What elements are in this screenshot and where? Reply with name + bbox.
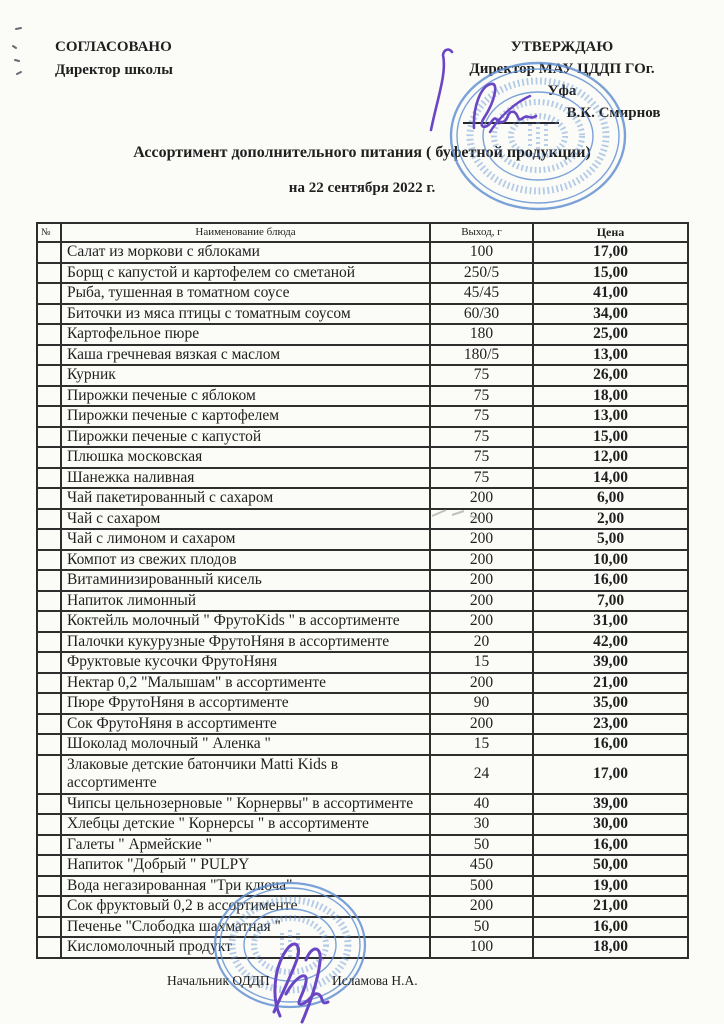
price-cell: 50,00 (533, 855, 688, 876)
price-cell: 21,00 (533, 896, 688, 917)
dish-name-cell: Напиток "Добрый " PULPY (61, 855, 430, 876)
row-number-cell (37, 427, 61, 448)
footer-position-label: Начальник ОДДП (167, 973, 270, 988)
table-row (37, 365, 688, 386)
row-number-cell (37, 714, 61, 735)
table-row (37, 529, 688, 550)
price-cell: 39,00 (533, 794, 688, 815)
table-row (37, 386, 688, 407)
output-cell: 75 (430, 447, 533, 468)
output-cell: 500 (430, 876, 533, 897)
output-cell: 75 (430, 365, 533, 386)
row-number-cell (37, 488, 61, 509)
price-cell: 13,00 (533, 345, 688, 366)
dish-name-cell: Чай пакетированный с сахаром (61, 488, 430, 509)
row-number-cell (37, 591, 61, 612)
dish-name-cell: Фруктовые кусочки ФрутоНяня (61, 652, 430, 673)
row-number-cell (37, 345, 61, 366)
table-row (37, 324, 688, 345)
table-row (37, 242, 688, 263)
header-price: Цена (533, 223, 688, 242)
price-cell: 41,00 (533, 283, 688, 304)
dish-name-cell: Шоколад молочный " Аленка " (61, 734, 430, 755)
output-cell: 200 (430, 896, 533, 917)
table-row (37, 468, 688, 489)
price-cell: 13,00 (533, 406, 688, 427)
dish-name-cell: Плюшка московская (61, 447, 430, 468)
approval-right-block (436, 36, 688, 124)
table-row (37, 570, 688, 591)
table-row (37, 427, 688, 448)
row-number-cell (37, 283, 61, 304)
output-cell: 90 (430, 693, 533, 714)
dish-name-cell: Каша гречневая вязкая с маслом (61, 345, 430, 366)
dish-name-cell: Сок ФрутоНяня в ассортименте (61, 714, 430, 735)
output-cell: 24 (430, 755, 533, 794)
price-cell: 39,00 (533, 652, 688, 673)
output-cell: 15 (430, 734, 533, 755)
dish-name-cell: Борщ с капустой и картофелем со сметаной (61, 263, 430, 284)
dish-name-cell: Сок фруктовый 0,2 в ассортименте (61, 896, 430, 917)
output-cell: 15 (430, 652, 533, 673)
row-number-cell (37, 632, 61, 653)
signature-line (463, 108, 559, 124)
output-cell: 100 (430, 242, 533, 263)
row-number-cell (37, 386, 61, 407)
table-row (37, 673, 688, 694)
output-cell: 180/5 (430, 345, 533, 366)
table-row (37, 917, 688, 938)
price-cell: 30,00 (533, 814, 688, 835)
dish-name-cell: Чай с сахаром (61, 509, 430, 530)
row-number-cell (37, 917, 61, 938)
price-cell: 21,00 (533, 673, 688, 694)
row-number-cell (37, 755, 61, 794)
table-row (37, 835, 688, 856)
price-cell: 19,00 (533, 876, 688, 897)
output-cell: 50 (430, 917, 533, 938)
output-cell: 450 (430, 855, 533, 876)
table-row (37, 937, 688, 958)
dish-name-cell: Компот из свежих плодов (61, 550, 430, 571)
table-row (37, 876, 688, 897)
row-number-cell (37, 652, 61, 673)
price-cell: 6,00 (533, 488, 688, 509)
menu-table-body (37, 242, 688, 958)
output-cell: 75 (430, 468, 533, 489)
output-cell: 30 (430, 814, 533, 835)
row-number-cell (37, 468, 61, 489)
approval-left-subtitle: Директор школы (55, 62, 173, 78)
menu-table-header (37, 223, 688, 242)
output-cell: 40 (430, 794, 533, 815)
dish-name-cell: Печенье "Слободка шахматная " (61, 917, 430, 938)
dish-name-cell: Напиток лимонный (61, 591, 430, 612)
output-cell: 20 (430, 632, 533, 653)
document-date: на 22 сентября 2022 г. (288, 180, 436, 196)
output-cell: 45/45 (430, 283, 533, 304)
output-cell: 100 (430, 937, 533, 958)
table-row (37, 591, 688, 612)
price-cell: 16,00 (533, 734, 688, 755)
table-row (37, 488, 688, 509)
pen-mark-icon (8, 26, 30, 84)
row-number-cell (37, 529, 61, 550)
price-cell: 15,00 (533, 427, 688, 448)
row-number-cell (37, 876, 61, 897)
header-number: № (37, 223, 61, 242)
table-row (37, 283, 688, 304)
dish-name-cell: Салат из моркови с яблоками (61, 242, 430, 263)
dish-name-cell: Злаковые детские батончики Matti Kids в ассортименте (61, 755, 430, 794)
table-row (37, 794, 688, 815)
signature-row (436, 102, 688, 124)
signer-name: В.К. Смирнов (566, 105, 661, 121)
dish-name-cell: Пирожки печеные с капустой (61, 427, 430, 448)
row-number-cell (37, 734, 61, 755)
header-output: Выход, г (430, 223, 533, 242)
table-row (37, 693, 688, 714)
table-row (37, 734, 688, 755)
row-number-cell (37, 304, 61, 325)
dish-name-cell: Пирожки печеные с яблоком (61, 386, 430, 407)
output-cell: 75 (430, 386, 533, 407)
header-dish-name: Наименование блюда (61, 223, 430, 242)
dish-name-cell: Курник (61, 365, 430, 386)
output-cell: 200 (430, 550, 533, 571)
dish-name-cell: Галеты " Армейские " (61, 835, 430, 856)
output-cell: 200 (430, 570, 533, 591)
footer-signer-name: Исламова Н.А. (332, 973, 418, 988)
table-row (37, 406, 688, 427)
output-cell: 200 (430, 529, 533, 550)
output-cell: 200 (430, 509, 533, 530)
price-cell: 12,00 (533, 447, 688, 468)
price-cell: 35,00 (533, 693, 688, 714)
table-row (37, 447, 688, 468)
output-cell: 200 (430, 591, 533, 612)
table-row (37, 632, 688, 653)
dish-name-cell: Нектар 0,2 "Малышам" в ассортименте (61, 673, 430, 694)
dish-name-cell: Вода негазированная "Три ключа" (61, 876, 430, 897)
row-number-cell (37, 263, 61, 284)
price-cell: 25,00 (533, 324, 688, 345)
price-cell: 23,00 (533, 714, 688, 735)
dish-name-cell: Витаминизированный кисель (61, 570, 430, 591)
table-row (37, 263, 688, 284)
table-row (37, 855, 688, 876)
price-cell: 16,00 (533, 917, 688, 938)
row-number-cell (37, 242, 61, 263)
price-cell: 10,00 (533, 550, 688, 571)
output-cell: 180 (430, 324, 533, 345)
price-cell: 16,00 (533, 835, 688, 856)
row-number-cell (37, 509, 61, 530)
approval-right-city: Уфа (547, 83, 577, 99)
dish-name-cell: Пюре ФрутоНяня в ассортименте (61, 693, 430, 714)
table-row (37, 345, 688, 366)
price-cell: 17,00 (533, 755, 688, 794)
header-row (37, 223, 688, 242)
output-cell: 200 (430, 611, 533, 632)
row-number-cell (37, 896, 61, 917)
output-cell: 200 (430, 714, 533, 735)
dish-name-cell: Шанежка наливная (61, 468, 430, 489)
menu-table (36, 222, 689, 959)
table-row (37, 550, 688, 571)
dish-name-cell: Чай с лимоном и сахаром (61, 529, 430, 550)
price-cell: 14,00 (533, 468, 688, 489)
dish-name-cell: Пирожки печеные с картофелем (61, 406, 430, 427)
approval-right-subtitle: Директор МАУ ЦДДП ГОг. (469, 61, 655, 77)
output-cell: 50 (430, 835, 533, 856)
output-cell: 250/5 (430, 263, 533, 284)
approval-right-title: УТВЕРЖДАЮ (510, 39, 614, 55)
price-cell: 2,00 (533, 509, 688, 530)
price-cell: 26,00 (533, 365, 688, 386)
row-number-cell (37, 406, 61, 427)
dish-name-cell: Коктейль молочный " ФрутоKids " в ассортименте (61, 611, 430, 632)
row-number-cell (37, 611, 61, 632)
approval-left-title: СОГЛАСОВАНО (55, 39, 172, 55)
document-title: Ассортимент дополнительного питания ( буфетной продукции) (133, 144, 591, 161)
row-number-cell (37, 324, 61, 345)
row-number-cell (37, 447, 61, 468)
output-cell: 75 (430, 406, 533, 427)
row-number-cell (37, 835, 61, 856)
row-number-cell (37, 693, 61, 714)
table-row (37, 652, 688, 673)
row-number-cell (37, 794, 61, 815)
output-cell: 200 (430, 673, 533, 694)
table-row (37, 611, 688, 632)
output-cell: 75 (430, 427, 533, 448)
dish-name-cell: Кисломолочный продукт (61, 937, 430, 958)
price-cell: 7,00 (533, 591, 688, 612)
row-number-cell (37, 570, 61, 591)
price-cell: 18,00 (533, 937, 688, 958)
table-row (37, 304, 688, 325)
price-cell: 5,00 (533, 529, 688, 550)
dish-name-cell: Биточки из мяса птицы с томатным соусом (61, 304, 430, 325)
output-cell: 60/30 (430, 304, 533, 325)
table-row (37, 755, 688, 794)
price-cell: 42,00 (533, 632, 688, 653)
dish-name-cell: Хлебцы детские " Корнерсы " в ассортименте (61, 814, 430, 835)
price-cell: 34,00 (533, 304, 688, 325)
price-cell: 31,00 (533, 611, 688, 632)
price-cell: 18,00 (533, 386, 688, 407)
row-number-cell (37, 814, 61, 835)
approval-left-block (55, 36, 173, 82)
table-row (37, 814, 688, 835)
output-cell: 200 (430, 488, 533, 509)
table-row (37, 896, 688, 917)
dish-name-cell: Рыба, тушенная в томатном соусе (61, 283, 430, 304)
dish-name-cell: Палочки кукурузные ФрутоНяня в ассортименте (61, 632, 430, 653)
price-cell: 16,00 (533, 570, 688, 591)
dish-name-cell: Чипсы цельнозерновые " Корнервы" в ассортименте (61, 794, 430, 815)
row-number-cell (37, 365, 61, 386)
row-number-cell (37, 550, 61, 571)
table-row (37, 714, 688, 735)
row-number-cell (37, 937, 61, 958)
row-number-cell (37, 673, 61, 694)
row-number-cell (37, 855, 61, 876)
price-cell: 17,00 (533, 242, 688, 263)
price-cell: 15,00 (533, 263, 688, 284)
table-row (37, 509, 688, 530)
dish-name-cell: Картофельное пюре (61, 324, 430, 345)
